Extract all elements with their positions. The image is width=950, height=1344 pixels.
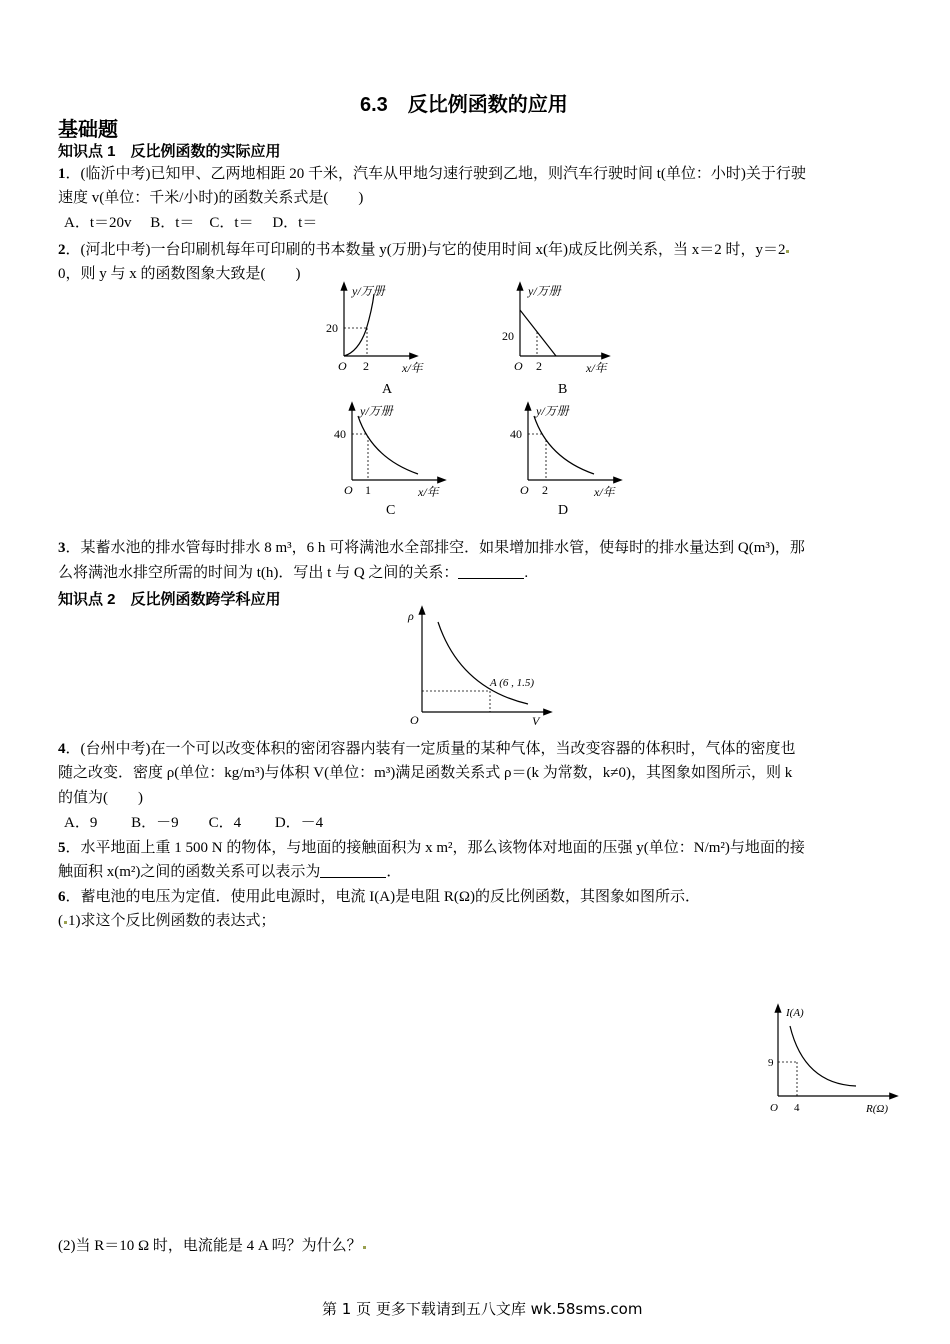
x-tick: 2 [536, 359, 542, 373]
question-3-number: 3 [58, 540, 66, 556]
x-axis-label: V [532, 714, 540, 728]
question-5-text-2: 触面积 x(m²)之间的函数关系可以表示为 [58, 864, 321, 880]
y-tick: 20 [326, 321, 338, 335]
graph-caption: B [558, 382, 568, 397]
question-1-line-1 [58, 164, 806, 184]
graph-caption: A [382, 382, 393, 397]
question-4-line-3: 的值为( ) [58, 790, 143, 806]
graph-c [318, 400, 448, 520]
page-footer: 第 1 页 更多下载请到五八文库 wk.58sms.com [322, 1300, 643, 1318]
question-4-line-1 [58, 739, 796, 759]
graph-d [494, 400, 624, 520]
y-axis-label: y/万册 [352, 284, 385, 298]
y-tick: 9 [768, 1057, 774, 1069]
question-5-line-2 [58, 862, 401, 882]
x-tick: 4 [794, 1102, 800, 1114]
curve [790, 1026, 856, 1086]
question-3-line-1 [58, 538, 805, 558]
y-axis-label: y/万册 [360, 404, 393, 418]
question-4-number: 4 [58, 741, 66, 757]
question-5-line-1 [58, 838, 805, 858]
question-1-line-2: 速度 v(单位：千米/小时)的函数关系式是( ) [58, 190, 364, 206]
question-1-options: A．t＝20v B．t＝ C．t＝ D．t＝ [64, 215, 318, 231]
x-axis-label: R(Ω) [866, 1103, 888, 1115]
y-tick: 40 [334, 427, 346, 441]
origin-label: O [520, 483, 529, 497]
question-4-line-2: 随之改变．密度 ρ(单位：kg/m³)与体积 V(单位：m³)满足函数关系式 ρ＝(k 为常数，k≠0)，其图象如图所示，则 k [58, 765, 793, 781]
graph-a [318, 280, 438, 400]
question-1-number: 1 [58, 166, 66, 182]
answer-blank[interactable] [320, 863, 386, 878]
x-axis-label: x/年 [418, 485, 439, 499]
x-tick: 1 [365, 483, 371, 497]
question-4-options: A．9 B．－9 C．4 D．－4 [64, 815, 324, 831]
question-1-text-1: ．(临沂中考)已知甲、乙两地相距 20 千米，汽车从甲地匀速行驶到乙地，则汽车行驶时间 t(单位：小时)关于行驶 [65, 166, 806, 182]
section-heading: 基础题 [58, 119, 118, 141]
y-axis-label: y/万册 [536, 404, 569, 418]
origin-label: O [338, 359, 347, 373]
y-axis-label: I(A) [786, 1007, 804, 1019]
question-6-number: 6 [58, 889, 66, 905]
question-3-text-1: ．某蓄水池的排水管每时排水 8 m³，6 h 可将满池水全部排空．如果增加排水管，使每时的排水量达到 Q(m³)，那 [65, 540, 805, 556]
marker-dot [64, 921, 67, 924]
x-axis-label: x/年 [594, 485, 615, 499]
question-2-line-1 [58, 240, 790, 260]
curve [534, 416, 594, 474]
origin-label: O [770, 1102, 778, 1114]
question-3-line-2 [58, 563, 528, 583]
origin-label: O [344, 483, 353, 497]
graph-caption: D [558, 503, 569, 518]
question-5-end: ． [386, 864, 402, 880]
question-4-text-1: ．(台州中考)在一个可以改变体积的密闭容器内装有一定质量的某种气体，当改变容器的体积时，气体的密度也 [65, 741, 796, 757]
question-2-number: 2 [58, 242, 66, 258]
question-3-end: . [524, 565, 529, 581]
paren-open: ( [58, 913, 63, 929]
x-axis-label: x/年 [402, 361, 423, 375]
y-axis-label: y/万册 [528, 284, 561, 298]
line-segment [520, 310, 556, 356]
knowledge-point-2-heading: 知识点 2 反比例函数跨学科应用 [58, 591, 281, 608]
answer-blank[interactable] [458, 564, 524, 579]
curve [358, 416, 418, 474]
question-2-line-2: 0，则 y 与 x 的函数图象大致是( ) [58, 266, 301, 282]
page-title: 6.3 反比例函数的应用 [360, 94, 568, 116]
curve [438, 622, 528, 704]
graph-b [494, 280, 614, 400]
question-6-part-1-text: 1)求这个反比例函数的表达式； [68, 913, 276, 929]
question-6-line-1 [58, 887, 700, 907]
question-6-part-1 [58, 911, 276, 931]
question-5-number: 5 [58, 840, 66, 856]
y-tick: 20 [502, 329, 514, 343]
origin-label: O [514, 359, 523, 373]
y-axis-label: ρ [408, 609, 414, 623]
question-5-text-1: ．水平地面上重 1 500 N 的物体，与地面的接触面积为 x m²，那么该物体对地面的压强 y(单位：N/m²)与地面的接 [65, 840, 805, 856]
question-6-part-2-text: (2)当 R＝10 Ω 时，电流能是 4 A 吗？为什么？ [58, 1238, 362, 1254]
x-tick: 2 [542, 483, 548, 497]
question-6-text-1: ．蓄电池的电压为定值．使用此电源时，电流 I(A)是电阻 R(Ω)的反比例函数，其图象如图所示． [65, 889, 700, 905]
question-3-text-2: 么将满池水排空所需的时间为 t(h)．写出 t 与 Q 之间的关系： [58, 565, 459, 581]
graph-caption: C [386, 503, 396, 518]
question-2-text-1: ．(河北中考)一台印刷机每年可印刷的书本数量 y(万册)与它的使用时间 x(年)成反比例关系，当 x＝2 时，y＝2 [65, 242, 786, 258]
question-6-part-2 [58, 1236, 367, 1256]
y-tick: 40 [510, 427, 522, 441]
density-graph [396, 604, 556, 728]
origin-label: O [410, 713, 419, 727]
x-axis-label: x/年 [586, 361, 607, 375]
marker-dot [786, 250, 789, 253]
current-graph [760, 1000, 910, 1124]
knowledge-point-1-heading: 知识点 1 反比例函数的实际应用 [58, 143, 281, 160]
x-tick: 2 [363, 359, 369, 373]
point-a-label: A (6 , 1.5) [490, 677, 535, 689]
curve [344, 294, 374, 356]
marker-dot [363, 1246, 366, 1249]
